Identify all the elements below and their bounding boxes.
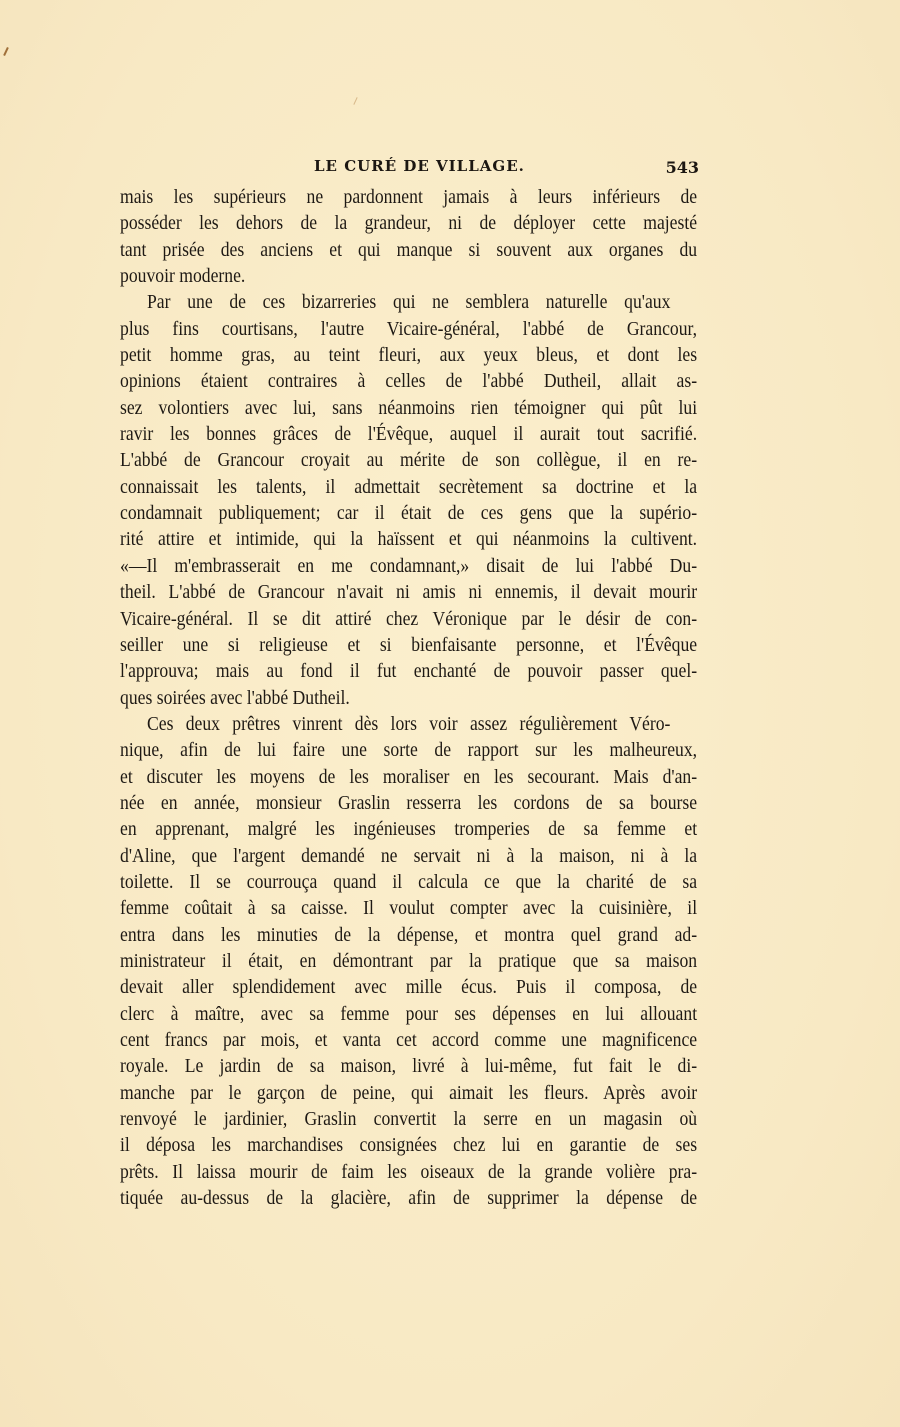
ink-mark bbox=[3, 47, 9, 56]
text-line: cent francs par mois, et vanta cet accord comme une magnificence bbox=[120, 1029, 698, 1051]
text-line: femme coûtait à sa caisse. Il voulut compter avec la cuisinière, il bbox=[120, 897, 698, 920]
text-line: d'Aline, que l'argent demandé ne servait ni à la maison, ni à la bbox=[120, 844, 698, 867]
text-line: Par une de ces bizarreries qui ne semblera naturelle qu'aux bbox=[147, 291, 671, 314]
text-line: nique, afin de lui faire une sorte de rapport sur les malheureux, bbox=[120, 739, 698, 762]
text-line: née en année, monsieur Graslin resserra les cordons de sa bourse bbox=[120, 791, 698, 814]
text-line: petit homme gras, au teint fleuri, aux yeux bleus, et dont les bbox=[120, 344, 698, 367]
paper-mark bbox=[353, 97, 357, 105]
text-line: pouvoir moderne. bbox=[120, 265, 246, 288]
paragraph-2 bbox=[120, 289, 697, 711]
running-title: LE CURÉ DE VILLAGE. bbox=[314, 157, 525, 175]
text-line: tant prisée des anciens et qui manque si souvent aux organes du bbox=[120, 238, 698, 261]
paragraph-1 bbox=[120, 184, 697, 289]
text-line: en apprenant, malgré les ingénieuses tromperies de sa femme et bbox=[120, 818, 698, 841]
text-line: connaissait les talents, il admettait secrètement sa doctrine et la bbox=[120, 475, 698, 498]
text-line: seiller une si religieuse et si bienfaisante personne, et l'Évêque bbox=[120, 633, 698, 656]
text-line: posséder les dehors de la grandeur, ni de déployer cette majesté bbox=[120, 212, 698, 235]
text-line: sez volontiers avec lui, sans néanmoins rien témoigner qui pût lui bbox=[120, 396, 698, 419]
text-line: clerc à maître, avec sa femme pour ses dépenses en lui allouant bbox=[120, 1002, 698, 1025]
text-line: l'approuva; mais au fond il fut enchanté de pouvoir passer quel- bbox=[120, 660, 698, 683]
page-header bbox=[120, 157, 697, 183]
text-line: Vicaire-général. Il se dit attiré chez Véronique par le désir de con- bbox=[120, 607, 698, 630]
page-number: 543 bbox=[665, 158, 699, 177]
text-line: ravir les bonnes grâces de l'Évêque, auquel il aurait tout sacrifié. bbox=[120, 423, 698, 446]
text-line: L'abbé de Grancour croyait au mérite de son collègue, il en re- bbox=[120, 449, 698, 472]
text-line: rité attire et intimide, qui la haïssent et qui néanmoins la cultivent. bbox=[120, 528, 698, 551]
text-line: il déposa les marchandises consignées chez lui en garantie de ses bbox=[120, 1134, 698, 1157]
text-line: plus fins courtisans, l'autre Vicaire-général, l'abbé de Grancour, bbox=[120, 317, 698, 340]
paragraph-3 bbox=[120, 711, 697, 1212]
text-line: condamnait publiquement; car il était de ces gens que la supério- bbox=[120, 502, 698, 525]
text-line: «—Il m'embrasserait en me condamnant,» disait de lui l'abbé Du- bbox=[120, 554, 698, 577]
text-line: theil. L'abbé de Grancour n'avait ni amis ni ennemis, il devait mourir bbox=[120, 581, 698, 604]
text-line: manche par le garçon de peine, qui aimait les fleurs. Après avoir bbox=[120, 1081, 698, 1104]
text-line: mais les supérieurs ne pardonnent jamais à leurs inférieurs de bbox=[120, 186, 698, 208]
text-line: renvoyé le jardinier, Graslin convertit la serre en un magasin où bbox=[120, 1108, 698, 1131]
text-line: royale. Le jardin de sa maison, livré à lui-même, fut fait le di- bbox=[120, 1055, 698, 1078]
text-line: tiquée au-dessus de la glacière, afin de supprimer la dépense de bbox=[120, 1187, 698, 1210]
text-line: prêts. Il laissa mourir de faim les oiseaux de la grande volière pra- bbox=[120, 1160, 698, 1183]
text-line: entra dans les minuties de la dépense, et montra quel grand ad- bbox=[120, 923, 698, 946]
text-line: et discuter les moyens de les moraliser en les secourant. Mais d'an- bbox=[120, 765, 698, 788]
text-line: ministrateur il était, en démontrant par la pratique que sa maison bbox=[120, 949, 698, 972]
text-line: ques soirées avec l'abbé Dutheil. bbox=[120, 686, 350, 709]
body-text bbox=[120, 184, 697, 1211]
text-line: opinions étaient contraires à celles de l'abbé Dutheil, allait as- bbox=[120, 370, 698, 393]
text-line: Ces deux prêtres vinrent dès lors voir assez régulièrement Véro- bbox=[147, 712, 671, 735]
text-line: devait aller splendidement avec mille écus. Puis il composa, de bbox=[120, 976, 698, 999]
text-line: toilette. Il se courrouça quand il calcula ce que la charité de sa bbox=[120, 870, 698, 893]
